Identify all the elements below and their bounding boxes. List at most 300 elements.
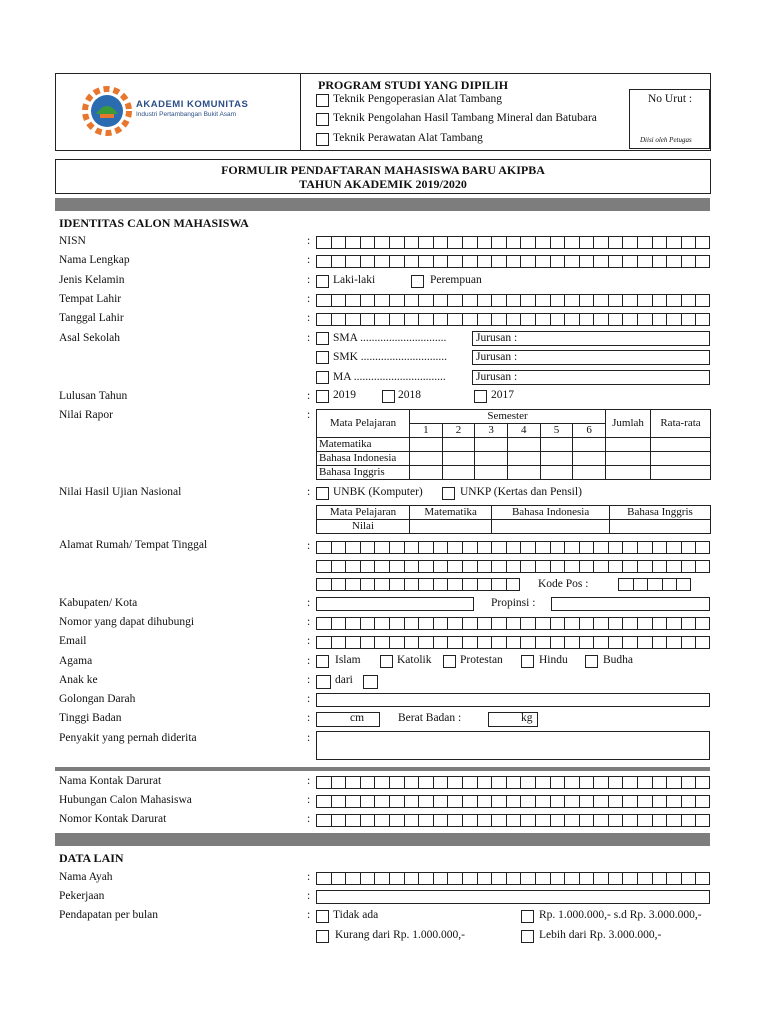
char-cell[interactable] <box>506 560 521 573</box>
char-cell[interactable] <box>447 776 462 789</box>
char-cell[interactable] <box>622 294 637 307</box>
rapor-row[interactable] <box>317 452 711 466</box>
char-cell[interactable] <box>491 313 506 326</box>
char-cell[interactable] <box>520 795 535 808</box>
table-cell[interactable] <box>573 452 606 466</box>
char-cell[interactable] <box>608 617 623 630</box>
char-cell[interactable] <box>418 636 433 649</box>
char-cell[interactable] <box>622 560 637 573</box>
char-cell[interactable] <box>316 236 331 249</box>
char-cell[interactable] <box>550 617 565 630</box>
char-cell[interactable] <box>331 255 346 268</box>
char-cell[interactable] <box>579 560 594 573</box>
char-cell[interactable] <box>564 236 579 249</box>
char-cell[interactable] <box>462 294 477 307</box>
char-cell[interactable] <box>564 617 579 630</box>
char-cell[interactable] <box>647 578 662 591</box>
char-cell[interactable] <box>418 872 433 885</box>
char-cell[interactable] <box>462 872 477 885</box>
char-cell[interactable] <box>360 313 375 326</box>
char-cell[interactable] <box>360 795 375 808</box>
char-cell[interactable] <box>535 294 550 307</box>
char-cell[interactable] <box>593 617 608 630</box>
year-2017-checkbox[interactable] <box>474 390 487 403</box>
char-cell[interactable] <box>564 795 579 808</box>
char-cell[interactable] <box>637 560 652 573</box>
char-cell[interactable] <box>637 617 652 630</box>
char-cell[interactable] <box>506 541 521 554</box>
char-cell[interactable] <box>666 617 681 630</box>
char-cell[interactable] <box>535 255 550 268</box>
char-cell[interactable] <box>593 636 608 649</box>
char-cell[interactable] <box>477 578 492 591</box>
char-cell[interactable] <box>579 255 594 268</box>
char-cell[interactable] <box>418 294 433 307</box>
char-cell[interactable] <box>331 795 346 808</box>
char-cell[interactable] <box>360 776 375 789</box>
char-cell[interactable] <box>593 560 608 573</box>
char-cell[interactable] <box>520 560 535 573</box>
table-cell[interactable] <box>410 438 443 452</box>
char-cell[interactable] <box>695 617 710 630</box>
char-cell[interactable] <box>331 541 346 554</box>
char-cell[interactable] <box>579 636 594 649</box>
char-cell[interactable] <box>345 578 360 591</box>
char-cell[interactable] <box>652 236 667 249</box>
char-cell[interactable] <box>695 814 710 827</box>
char-cell[interactable] <box>462 636 477 649</box>
char-cell[interactable] <box>652 541 667 554</box>
income-over-3m-checkbox[interactable] <box>521 930 534 943</box>
table-cell[interactable] <box>609 520 710 534</box>
char-cell[interactable] <box>389 617 404 630</box>
char-cell[interactable] <box>491 255 506 268</box>
program-1-checkbox[interactable] <box>316 94 329 107</box>
char-cell[interactable] <box>491 560 506 573</box>
char-cell[interactable] <box>491 636 506 649</box>
char-cell[interactable] <box>374 255 389 268</box>
table-cell[interactable] <box>606 452 651 466</box>
char-cell[interactable] <box>316 294 331 307</box>
char-cell[interactable] <box>579 294 594 307</box>
char-cell[interactable] <box>681 636 696 649</box>
char-cell[interactable] <box>477 541 492 554</box>
table-cell[interactable] <box>573 438 606 452</box>
alamat-cells-1[interactable] <box>316 541 710 554</box>
tempat-lahir-cells[interactable] <box>316 294 710 307</box>
char-cell[interactable] <box>447 313 462 326</box>
char-cell[interactable] <box>491 294 506 307</box>
propinsi-field[interactable] <box>551 597 710 611</box>
char-cell[interactable] <box>535 236 550 249</box>
char-cell[interactable] <box>389 636 404 649</box>
char-cell[interactable] <box>404 560 419 573</box>
char-cell[interactable] <box>666 313 681 326</box>
char-cell[interactable] <box>477 636 492 649</box>
char-cell[interactable] <box>345 814 360 827</box>
char-cell[interactable] <box>681 872 696 885</box>
table-cell[interactable] <box>573 466 606 480</box>
table-cell[interactable] <box>651 466 711 480</box>
char-cell[interactable] <box>477 313 492 326</box>
char-cell[interactable] <box>535 814 550 827</box>
char-cell[interactable] <box>404 294 419 307</box>
char-cell[interactable] <box>360 578 375 591</box>
char-cell[interactable] <box>593 872 608 885</box>
kontak-darurat-cells[interactable] <box>316 776 710 789</box>
char-cell[interactable] <box>666 872 681 885</box>
char-cell[interactable] <box>579 814 594 827</box>
char-cell[interactable] <box>433 236 448 249</box>
char-cell[interactable] <box>506 294 521 307</box>
char-cell[interactable] <box>331 294 346 307</box>
char-cell[interactable] <box>535 617 550 630</box>
char-cell[interactable] <box>374 294 389 307</box>
char-cell[interactable] <box>637 636 652 649</box>
char-cell[interactable] <box>477 236 492 249</box>
char-cell[interactable] <box>637 872 652 885</box>
table-cell[interactable] <box>475 466 508 480</box>
tanggal-lahir-cells[interactable] <box>316 313 710 326</box>
char-cell[interactable] <box>652 294 667 307</box>
char-cell[interactable] <box>404 795 419 808</box>
char-cell[interactable] <box>564 294 579 307</box>
char-cell[interactable] <box>418 313 433 326</box>
char-cell[interactable] <box>637 236 652 249</box>
char-cell[interactable] <box>316 313 331 326</box>
budha-checkbox[interactable] <box>585 655 598 668</box>
char-cell[interactable] <box>506 255 521 268</box>
char-cell[interactable] <box>433 776 448 789</box>
char-cell[interactable] <box>506 814 521 827</box>
char-cell[interactable] <box>637 313 652 326</box>
char-cell[interactable] <box>564 313 579 326</box>
char-cell[interactable] <box>550 636 565 649</box>
char-cell[interactable] <box>477 795 492 808</box>
char-cell[interactable] <box>418 541 433 554</box>
kode-pos-cells[interactable] <box>618 578 691 591</box>
char-cell[interactable] <box>608 236 623 249</box>
golongan-darah-field[interactable] <box>316 693 710 707</box>
char-cell[interactable] <box>593 541 608 554</box>
char-cell[interactable] <box>316 560 331 573</box>
char-cell[interactable] <box>331 617 346 630</box>
ma-checkbox[interactable] <box>316 371 329 384</box>
char-cell[interactable] <box>360 872 375 885</box>
male-checkbox[interactable] <box>316 275 329 288</box>
char-cell[interactable] <box>462 313 477 326</box>
char-cell[interactable] <box>535 872 550 885</box>
table-cell[interactable] <box>540 438 573 452</box>
char-cell[interactable] <box>477 872 492 885</box>
char-cell[interactable] <box>506 636 521 649</box>
char-cell[interactable] <box>418 255 433 268</box>
income-1-3m-checkbox[interactable] <box>521 910 534 923</box>
char-cell[interactable] <box>345 541 360 554</box>
char-cell[interactable] <box>404 313 419 326</box>
char-cell[interactable] <box>564 872 579 885</box>
char-cell[interactable] <box>520 294 535 307</box>
char-cell[interactable] <box>433 255 448 268</box>
char-cell[interactable] <box>491 814 506 827</box>
char-cell[interactable] <box>695 541 710 554</box>
char-cell[interactable] <box>477 560 492 573</box>
char-cell[interactable] <box>491 617 506 630</box>
char-cell[interactable] <box>447 255 462 268</box>
char-cell[interactable] <box>579 617 594 630</box>
char-cell[interactable] <box>447 814 462 827</box>
char-cell[interactable] <box>404 255 419 268</box>
pekerjaan-field[interactable] <box>316 890 710 904</box>
char-cell[interactable] <box>652 872 667 885</box>
char-cell[interactable] <box>608 795 623 808</box>
char-cell[interactable] <box>477 814 492 827</box>
char-cell[interactable] <box>491 872 506 885</box>
char-cell[interactable] <box>374 814 389 827</box>
rapor-row[interactable] <box>317 466 711 480</box>
char-cell[interactable] <box>316 872 331 885</box>
char-cell[interactable] <box>695 255 710 268</box>
char-cell[interactable] <box>681 541 696 554</box>
alamat-cells-3[interactable] <box>316 578 520 591</box>
hindu-checkbox[interactable] <box>521 655 534 668</box>
anak-ke-field[interactable] <box>316 675 331 689</box>
year-2019-checkbox[interactable] <box>316 390 329 403</box>
table-cell[interactable] <box>507 438 540 452</box>
char-cell[interactable] <box>695 236 710 249</box>
katolik-checkbox[interactable] <box>380 655 393 668</box>
char-cell[interactable] <box>666 636 681 649</box>
char-cell[interactable] <box>550 795 565 808</box>
char-cell[interactable] <box>447 617 462 630</box>
char-cell[interactable] <box>374 872 389 885</box>
table-cell[interactable] <box>540 466 573 480</box>
char-cell[interactable] <box>345 872 360 885</box>
char-cell[interactable] <box>331 636 346 649</box>
nomor-hp-cells[interactable] <box>316 617 710 630</box>
char-cell[interactable] <box>695 776 710 789</box>
char-cell[interactable] <box>608 560 623 573</box>
char-cell[interactable] <box>433 814 448 827</box>
char-cell[interactable] <box>676 578 691 591</box>
char-cell[interactable] <box>447 795 462 808</box>
char-cell[interactable] <box>345 795 360 808</box>
char-cell[interactable] <box>550 236 565 249</box>
char-cell[interactable] <box>462 560 477 573</box>
char-cell[interactable] <box>447 236 462 249</box>
char-cell[interactable] <box>622 255 637 268</box>
table-cell[interactable] <box>651 438 711 452</box>
sma-checkbox[interactable] <box>316 332 329 345</box>
char-cell[interactable] <box>579 313 594 326</box>
char-cell[interactable] <box>360 560 375 573</box>
tinggi-badan-field[interactable] <box>316 712 380 727</box>
char-cell[interactable] <box>520 776 535 789</box>
char-cell[interactable] <box>345 560 360 573</box>
char-cell[interactable] <box>491 578 506 591</box>
char-cell[interactable] <box>535 541 550 554</box>
char-cell[interactable] <box>447 560 462 573</box>
char-cell[interactable] <box>681 294 696 307</box>
nomor-darurat-cells[interactable] <box>316 814 710 827</box>
char-cell[interactable] <box>345 313 360 326</box>
char-cell[interactable] <box>637 255 652 268</box>
char-cell[interactable] <box>404 541 419 554</box>
char-cell[interactable] <box>622 636 637 649</box>
table-cell[interactable] <box>507 452 540 466</box>
char-cell[interactable] <box>637 795 652 808</box>
char-cell[interactable] <box>360 541 375 554</box>
char-cell[interactable] <box>389 313 404 326</box>
char-cell[interactable] <box>389 236 404 249</box>
char-cell[interactable] <box>652 776 667 789</box>
char-cell[interactable] <box>404 776 419 789</box>
protestan-checkbox[interactable] <box>443 655 456 668</box>
char-cell[interactable] <box>360 294 375 307</box>
char-cell[interactable] <box>433 872 448 885</box>
char-cell[interactable] <box>316 617 331 630</box>
char-cell[interactable] <box>608 255 623 268</box>
char-cell[interactable] <box>389 776 404 789</box>
char-cell[interactable] <box>506 776 521 789</box>
char-cell[interactable] <box>608 776 623 789</box>
char-cell[interactable] <box>345 236 360 249</box>
char-cell[interactable] <box>550 814 565 827</box>
char-cell[interactable] <box>622 541 637 554</box>
char-cell[interactable] <box>418 560 433 573</box>
char-cell[interactable] <box>550 541 565 554</box>
char-cell[interactable] <box>462 578 477 591</box>
penyakit-field[interactable] <box>316 731 710 760</box>
char-cell[interactable] <box>316 814 331 827</box>
char-cell[interactable] <box>491 776 506 789</box>
char-cell[interactable] <box>331 578 346 591</box>
table-cell[interactable] <box>410 452 443 466</box>
char-cell[interactable] <box>462 541 477 554</box>
char-cell[interactable] <box>550 560 565 573</box>
char-cell[interactable] <box>374 236 389 249</box>
char-cell[interactable] <box>579 236 594 249</box>
table-cell[interactable] <box>475 438 508 452</box>
char-cell[interactable] <box>681 795 696 808</box>
income-none-checkbox[interactable] <box>316 910 329 923</box>
char-cell[interactable] <box>506 872 521 885</box>
table-cell[interactable] <box>606 438 651 452</box>
char-cell[interactable] <box>404 617 419 630</box>
char-cell[interactable] <box>389 294 404 307</box>
char-cell[interactable] <box>652 814 667 827</box>
female-checkbox[interactable] <box>411 275 424 288</box>
char-cell[interactable] <box>345 636 360 649</box>
char-cell[interactable] <box>535 636 550 649</box>
char-cell[interactable] <box>579 872 594 885</box>
email-cells[interactable] <box>316 636 710 649</box>
char-cell[interactable] <box>389 872 404 885</box>
char-cell[interactable] <box>579 541 594 554</box>
char-cell[interactable] <box>550 872 565 885</box>
char-cell[interactable] <box>506 313 521 326</box>
char-cell[interactable] <box>652 255 667 268</box>
char-cell[interactable] <box>374 617 389 630</box>
char-cell[interactable] <box>622 814 637 827</box>
char-cell[interactable] <box>622 617 637 630</box>
char-cell[interactable] <box>637 814 652 827</box>
table-cell[interactable] <box>492 520 610 534</box>
char-cell[interactable] <box>462 814 477 827</box>
char-cell[interactable] <box>695 872 710 885</box>
char-cell[interactable] <box>389 255 404 268</box>
char-cell[interactable] <box>345 294 360 307</box>
char-cell[interactable] <box>681 560 696 573</box>
char-cell[interactable] <box>622 236 637 249</box>
char-cell[interactable] <box>316 255 331 268</box>
char-cell[interactable] <box>652 617 667 630</box>
rapor-row[interactable] <box>317 438 711 452</box>
char-cell[interactable] <box>622 795 637 808</box>
char-cell[interactable] <box>608 313 623 326</box>
char-cell[interactable] <box>404 236 419 249</box>
table-cell[interactable] <box>442 452 475 466</box>
char-cell[interactable] <box>520 255 535 268</box>
char-cell[interactable] <box>374 795 389 808</box>
char-cell[interactable] <box>637 541 652 554</box>
hubungan-cells[interactable] <box>316 795 710 808</box>
nisn-cells[interactable] <box>316 236 710 249</box>
unbk-checkbox[interactable] <box>316 487 329 500</box>
char-cell[interactable] <box>360 814 375 827</box>
char-cell[interactable] <box>374 578 389 591</box>
char-cell[interactable] <box>681 776 696 789</box>
char-cell[interactable] <box>316 795 331 808</box>
table-cell[interactable] <box>507 466 540 480</box>
year-2018-checkbox[interactable] <box>382 390 395 403</box>
char-cell[interactable] <box>389 795 404 808</box>
char-cell[interactable] <box>433 617 448 630</box>
char-cell[interactable] <box>404 814 419 827</box>
char-cell[interactable] <box>389 578 404 591</box>
char-cell[interactable] <box>360 636 375 649</box>
char-cell[interactable] <box>608 636 623 649</box>
char-cell[interactable] <box>433 560 448 573</box>
char-cell[interactable] <box>564 636 579 649</box>
char-cell[interactable] <box>550 776 565 789</box>
table-cell[interactable] <box>442 466 475 480</box>
char-cell[interactable] <box>374 560 389 573</box>
char-cell[interactable] <box>666 294 681 307</box>
char-cell[interactable] <box>462 617 477 630</box>
char-cell[interactable] <box>462 795 477 808</box>
char-cell[interactable] <box>477 255 492 268</box>
char-cell[interactable] <box>316 541 331 554</box>
char-cell[interactable] <box>331 776 346 789</box>
islam-checkbox[interactable] <box>316 655 329 668</box>
char-cell[interactable] <box>681 236 696 249</box>
char-cell[interactable] <box>520 617 535 630</box>
char-cell[interactable] <box>418 776 433 789</box>
char-cell[interactable] <box>535 313 550 326</box>
char-cell[interactable] <box>389 560 404 573</box>
char-cell[interactable] <box>520 236 535 249</box>
char-cell[interactable] <box>564 776 579 789</box>
char-cell[interactable] <box>666 560 681 573</box>
dari-field[interactable] <box>363 675 378 689</box>
char-cell[interactable] <box>550 255 565 268</box>
char-cell[interactable] <box>695 795 710 808</box>
char-cell[interactable] <box>491 236 506 249</box>
unkp-checkbox[interactable] <box>442 487 455 500</box>
char-cell[interactable] <box>633 578 648 591</box>
kabupaten-field[interactable] <box>316 597 474 611</box>
